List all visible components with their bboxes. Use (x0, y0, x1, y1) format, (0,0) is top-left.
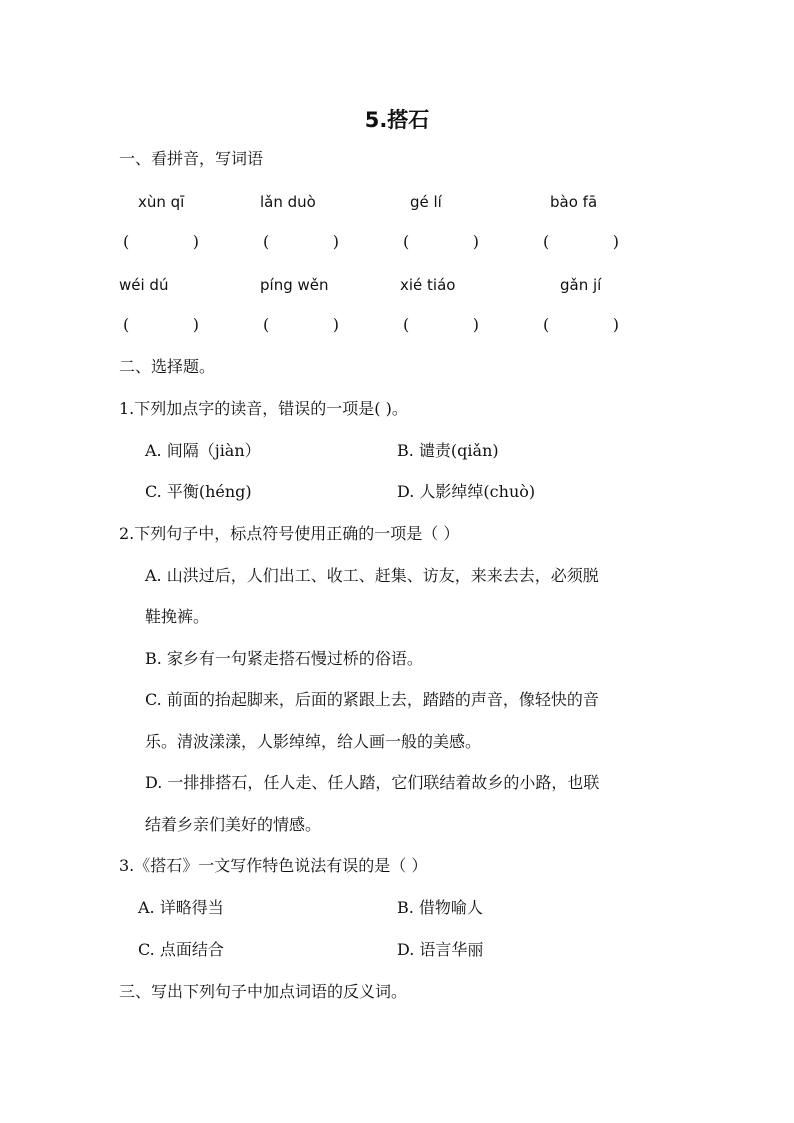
question-1-option-d[interactable]: D. 人影绰绰(chuò) (397, 482, 536, 501)
paren-open: ( (543, 232, 550, 251)
section1-heading: 一、看拼音，写词语 (119, 149, 264, 168)
question-1-option-b[interactable]: B. 谴责(qiǎn) (397, 441, 499, 460)
paren-close: ) (332, 315, 339, 334)
question-2-option-c-line1[interactable]: C. 前面的抬起脚来，后面的紧跟上去，踏踏的声音，像轻快的音 (145, 690, 599, 709)
question-2-option-d-line2: 结着乡亲们美好的情感。 (145, 815, 322, 834)
paren-close: ) (332, 232, 339, 251)
answer-bracket-2-2[interactable] (263, 314, 339, 336)
paren-open: ( (263, 315, 270, 334)
pinyin-1-4: bào fā (550, 193, 598, 211)
paren-close: ) (472, 232, 479, 251)
answer-bracket-1-1[interactable] (123, 231, 199, 253)
paren-close: ) (612, 232, 619, 251)
question-3-stem: 3.《搭石》一文写作特色说法有误的是（ ） (119, 856, 428, 875)
question-2-option-b[interactable]: B. 家乡有一句紧走搭石慢过桥的俗语。 (145, 649, 423, 668)
paren-open: ( (403, 315, 410, 334)
question-3-option-c[interactable]: C. 点面结合 (138, 940, 224, 959)
question-1-stem: 1.下列加点字的读音，错误的一项是( )。 (119, 399, 408, 418)
question-3-option-b[interactable]: B. 借物喻人 (397, 898, 483, 917)
paren-close: ) (192, 315, 199, 334)
paren-close: ) (612, 315, 619, 334)
question-2-stem: 2.下列句子中，标点符号使用正确的一项是（ ） (119, 524, 460, 543)
question-3-option-d[interactable]: D. 语言华丽 (397, 940, 484, 959)
answer-bracket-2-3[interactable] (403, 314, 479, 336)
answer-bracket-1-3[interactable] (403, 231, 479, 253)
pinyin-2-3: xié tiáo (400, 276, 456, 294)
paren-close: ) (192, 232, 199, 251)
page-title: 5.搭石 (364, 108, 430, 132)
pinyin-2-2: píng wěn (260, 276, 329, 294)
question-3-option-a[interactable]: A. 详略得当 (138, 898, 224, 917)
question-2-option-d-line1[interactable]: D. 一排排搭石，任人走、任人踏，它们联结着故乡的小路，也联 (145, 773, 600, 792)
paren-open: ( (123, 315, 130, 334)
paren-open: ( (263, 232, 270, 251)
question-1-option-c[interactable]: C. 平衡(héng) (145, 482, 252, 501)
pinyin-2-4: gǎn jí (560, 276, 602, 294)
section3-heading: 三、写出下列句子中加点词语的反义词。 (119, 982, 408, 1001)
paren-open: ( (403, 232, 410, 251)
question-2-option-c-line2: 乐。清波漾漾，人影绰绰，给人画一般的美感。 (145, 732, 482, 751)
pinyin-1-2: lǎn duò (260, 193, 316, 211)
pinyin-1-3: gé lí (410, 193, 442, 211)
paren-open: ( (543, 315, 550, 334)
answer-bracket-2-1[interactable] (123, 314, 199, 336)
pinyin-2-1: wéi dú (119, 276, 169, 294)
question-1-option-a[interactable]: A. 间隔（jiàn） (145, 441, 261, 460)
answer-bracket-1-2[interactable] (263, 231, 339, 253)
question-2-option-a-line1[interactable]: A. 山洪过后，人们出工、收工、赶集、访友，来来去去，必须脱 (145, 566, 599, 585)
answer-bracket-1-4[interactable] (543, 231, 619, 253)
paren-close: ) (472, 315, 479, 334)
section2-heading: 二、选择题。 (119, 357, 216, 376)
paren-open: ( (123, 232, 130, 251)
answer-bracket-2-4[interactable] (543, 314, 619, 336)
pinyin-1-1: xùn qī (138, 193, 185, 211)
question-2-option-a-line2: 鞋挽裤。 (145, 607, 210, 626)
